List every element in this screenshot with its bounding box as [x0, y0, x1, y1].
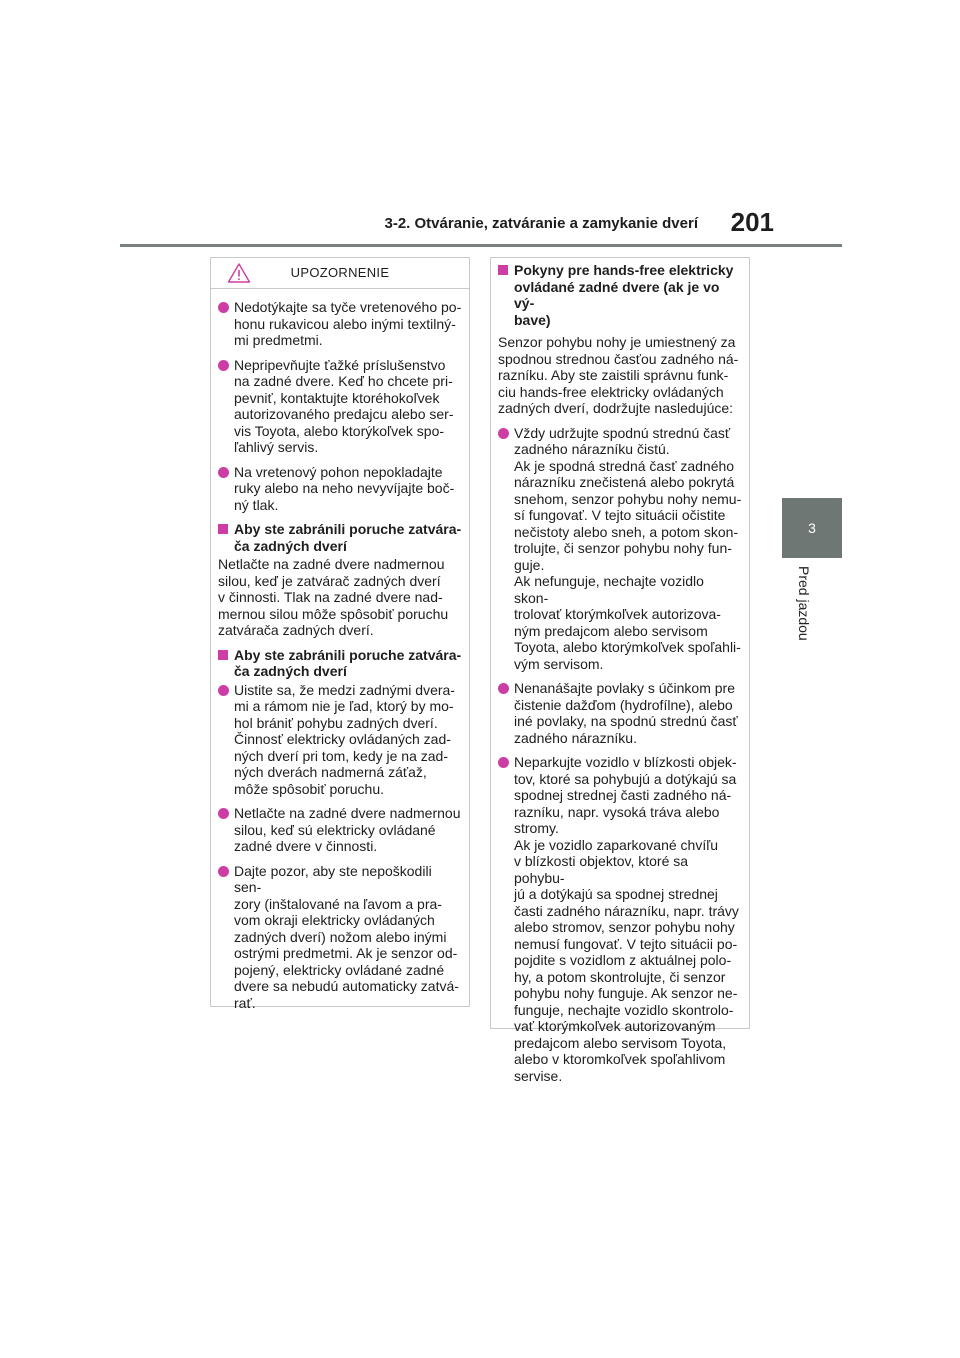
warning-bullet	[218, 682, 462, 798]
warning-bullet	[218, 805, 462, 855]
bullet-text: Nepripevňujte ťažké príslušenstvo na zadné dvere. Keď ho chcete pri- pevniť, kontaktujte ktoréhokoľvek autorizovaného predajcu alebo ser- vis Toyota, alebo ktorýkoľvek spo- ľahlivý servis.	[234, 356, 454, 455]
bullet-dot	[218, 866, 229, 877]
bullet-dot	[218, 360, 229, 371]
info-bullet	[498, 680, 742, 746]
chapter-label: Pred jazdou	[796, 566, 812, 641]
warning-bullet	[218, 299, 462, 349]
bullet-dot	[218, 685, 229, 696]
bullet-text: Nenanášajte povlaky s účinkom pre čistenie dažďom (hydrofílne), alebo iné povlaky, na spodnú strednú časť zadného nárazníku.	[514, 680, 738, 746]
bullet-dot	[498, 428, 509, 439]
bullet-dot	[498, 683, 509, 694]
heading-square	[218, 650, 228, 660]
section-heading	[498, 262, 742, 328]
bullet-text: Uistite sa, že medzi zadnými dvera- mi a rámom nie je ľad, ktorý by mo- hol brániť pohybu zadných dverí. Činnosť elektricky ovládaných zad- ných dverí pri tom, kedy je na zad- ných dverách nadmerná záťaž, môže spôsobiť poruchu.	[234, 681, 455, 797]
warning-bullet	[218, 464, 462, 514]
heading-text: Aby ste zabránili poruche zatvára- ča zadných dverí	[234, 646, 462, 679]
warning-bullet	[218, 357, 462, 456]
bullet-text: Dajte pozor, aby ste nepoškodili sen- zory (inštalované na ľavom a pra- vom okraji elektricky ovládaných zadných dverí) nožom alebo inými ostrými predmetmi. Ak je senzor od- pojený, elektricky ovládané zadné dvere sa nebudú automaticky zatvá- rať.	[234, 862, 459, 1011]
heading-square	[498, 265, 508, 275]
page-header-title: 3-2. Otváranie, zatváranie a zamykanie dverí	[384, 215, 698, 232]
warning-header	[211, 258, 469, 289]
bullet-text: Vždy udržujte spodnú strednú časť zadného nárazníku čistú. Ak je spodná stredná časť zadného nárazníku znečistená alebo pokrytá snehom, senzor pohybu nohy nemu- sí fungovať. V tejto situácii očistite nečistoty alebo sneh, a potom skon- trolujte, či senzor pohybu nohy fun- guje. Ak nefunguje, nechajte vozidlo skon- trolovať ktorýmkoľvek autorizova- ným predajcom alebo servisom Toyota, alebo ktorýmkoľvek spoľahli- vým servisom.	[514, 424, 742, 672]
bullet-text: Nedotýkajte sa tyče vretenového po- honu rukavicou alebo inými textilný- mi predmetmi.	[234, 299, 462, 348]
bullet-dot	[218, 467, 229, 478]
info-box	[490, 257, 750, 1084]
warning-label: UPOZORNENIE	[290, 265, 390, 280]
heading-text: Pokyny pre hands-free elektricky ovládané zadné dvere (ak je vo vý- bave)	[514, 262, 734, 328]
info-bullet	[498, 754, 742, 1084]
heading-square	[218, 524, 228, 534]
warning-box	[210, 257, 470, 1011]
bullet-dot	[218, 302, 229, 313]
heading-text: Aby ste zabránili poruche zatvára- ča zadných dverí	[234, 521, 462, 554]
header-rule	[120, 244, 842, 247]
paragraph	[218, 556, 462, 639]
bullet-text: Neparkujte vozidlo v blízkosti objek- tov, ktoré sa pohybujú a dotýkajú sa spodnej strednej časti zadného ná- razníku, napr. vysoká tráva alebo stromy. Ak je vozidlo zaparkované chvíľu v blízkosti objektov, ktoré sa pohybu- jú a dotýkajú sa spodnej strednej časti zadného nárazníku, napr. trávy alebo stromov, senzor pohybu nohy nemusí fungovať. V tejto situácii po- pojdite s vozidlom z aktuálnej polo- hy, a potom skontrolujte, či senzor pohybu nohy funguje. Ak senzor ne- funguje, nechajte vozidlo skontrolo- vať ktorýmkoľvek autorizovaným predajcom alebo servisom Toyota, alebo v ktoromkoľvek spoľahlivom servise.	[514, 754, 739, 1084]
page-number: 201	[730, 207, 774, 237]
chapter-tab-number: 3	[808, 520, 816, 536]
bullet-text: Na vretenový pohon nepokladajte ruky alebo na neho nevyvíjajte boč- ný tlak.	[234, 463, 455, 513]
section-heading	[218, 521, 462, 554]
bullet-dot	[498, 757, 509, 768]
section-heading	[218, 647, 462, 680]
paragraph-text: Netlačte na zadné dvere nadmernou silou, keď je zatvárač zadných dverí v činnosti. Tlak na zadné dvere nad- mernou silou môže spôsobiť poruchu zatvárača zadných dverí.	[218, 556, 449, 638]
bullet-text: Netlačte na zadné dvere nadmernou silou, keď sú elektricky ovládané zadné dvere v činnosti.	[234, 805, 461, 854]
paragraph-text: Senzor pohybu nohy je umiestnený za spodnou strednou časťou zadného ná- razníku. Aby ste zaistili správnu funk- ciu hands-free elektricky ovládaných zadných dverí, dodržujte nasledujúce:	[498, 334, 739, 416]
chapter-tab	[782, 498, 842, 558]
warning-bullet	[218, 863, 462, 1012]
paragraph	[498, 334, 742, 417]
info-bullet	[498, 425, 742, 673]
bullet-dot	[218, 808, 229, 819]
